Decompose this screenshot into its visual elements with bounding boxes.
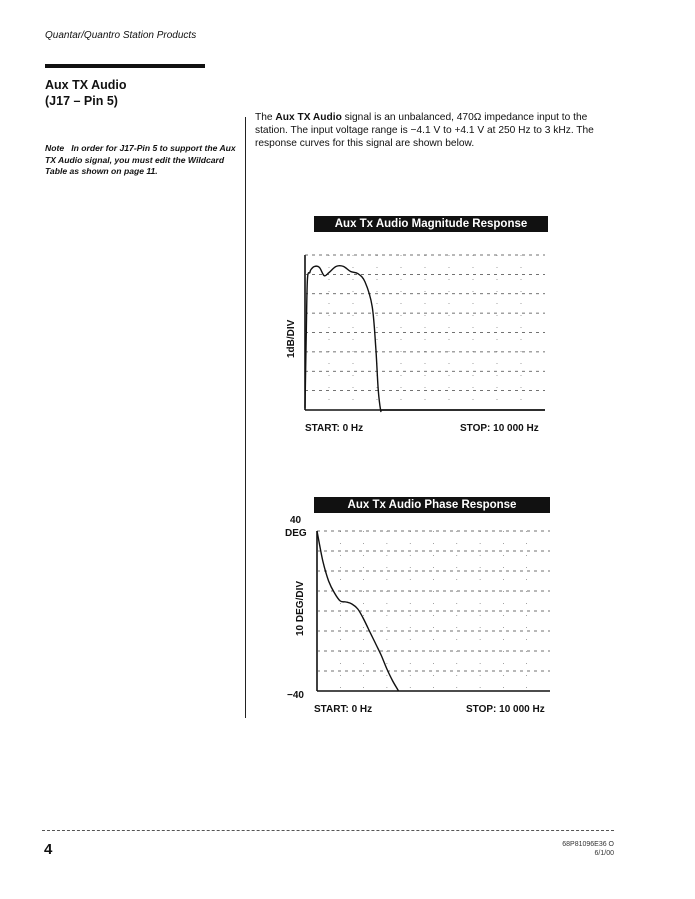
page-number: 4 xyxy=(44,841,53,858)
body-text-pre: The xyxy=(255,112,276,123)
section-rule xyxy=(45,64,205,68)
note xyxy=(45,143,241,178)
magnitude-chart xyxy=(300,250,550,415)
doc-number: 68P81096E36 O xyxy=(562,841,614,848)
body-paragraph xyxy=(255,111,610,150)
magnitude-start-label: START: 0 Hz xyxy=(305,423,364,434)
section-title-line1: Aux TX Audio xyxy=(45,78,127,92)
phase-chart-title: Aux Tx Audio Phase Response xyxy=(314,497,550,513)
phase-chart xyxy=(312,526,555,696)
magnitude-stop-label: STOP: 10 000 Hz xyxy=(460,423,539,434)
phase-start-label: START: 0 Hz xyxy=(314,704,373,715)
section-title-line2: (J17 – Pin 5) xyxy=(45,94,118,108)
doc-date: 6/1/00 xyxy=(594,850,614,857)
body-text-post: signal is an unbalanced, 470Ω impedance input to the station. The input voltage range is −4.1 V to +4.1 V at 250 Hz to 3 kHz. The response curves for this signal are shown below. xyxy=(255,112,594,149)
running-header: Quantar/Quantro Station Products xyxy=(45,30,197,41)
magnitude-chart-title: Aux Tx Audio Magnitude Response xyxy=(314,216,548,232)
phase-y-top-unit: DEG xyxy=(285,528,307,539)
magnitude-y-axis-label: 1dB/DIV xyxy=(286,319,297,358)
phase-y-axis-label: 10 DEG/DIV xyxy=(295,580,306,636)
body-text-bold: Aux TX Audio xyxy=(275,112,342,123)
phase-series-line-0 xyxy=(317,531,399,691)
phase-y-bottom-label: −40 xyxy=(287,690,304,701)
phase-y-top-label: 40 xyxy=(290,515,302,526)
magnitude-series-line-0 xyxy=(305,266,545,412)
note-text: In order for J17-Pin 5 to support the Aux TX Audio signal, you must edit the Wildcard Table as shown on page 11. xyxy=(45,143,236,176)
doc-reference xyxy=(562,840,614,858)
footer-rule xyxy=(42,830,614,831)
column-divider xyxy=(245,117,246,718)
phase-stop-label: STOP: 10 000 Hz xyxy=(466,704,545,715)
note-label: Note xyxy=(45,143,65,153)
section-title xyxy=(45,77,126,109)
